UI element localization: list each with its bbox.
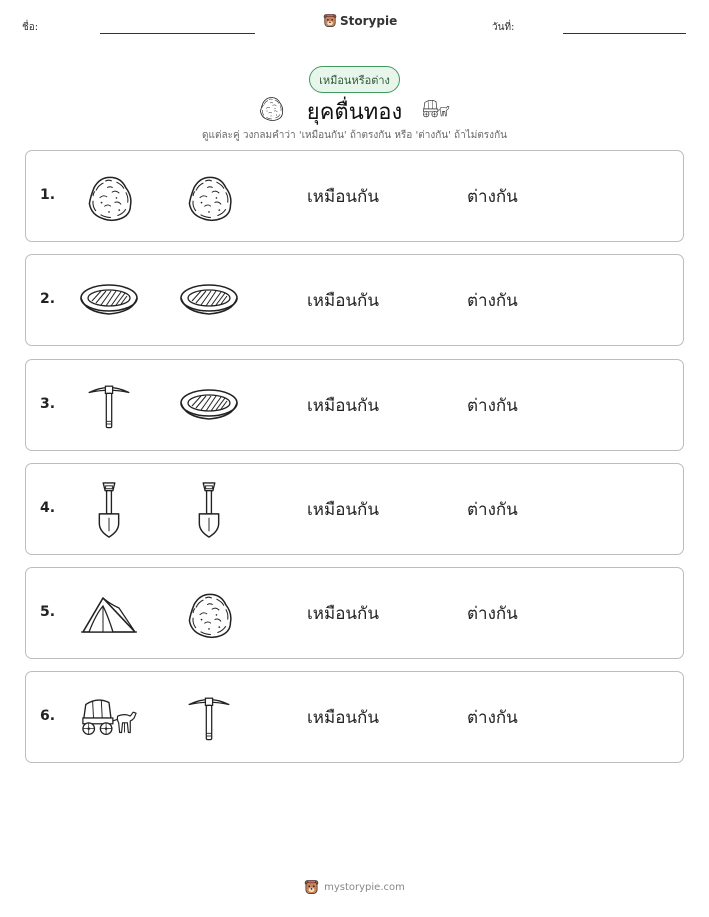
question-card-3	[25, 359, 684, 451]
shovel-icon	[180, 481, 238, 539]
question-number: 3.	[40, 396, 56, 412]
different-option[interactable]: ต่างกัน	[467, 187, 518, 207]
right-picture	[179, 688, 239, 748]
left-picture	[79, 480, 139, 540]
storypie-bear-icon	[323, 13, 337, 28]
activity-badge: เหมือนหรือต่าง	[309, 66, 400, 93]
same-option[interactable]: เหมือนกัน	[307, 291, 379, 311]
name-label: ชื่อ:	[22, 22, 39, 33]
pickaxe-icon	[182, 691, 236, 745]
question-number: 1.	[40, 187, 56, 203]
left-picture	[79, 271, 139, 331]
footer	[0, 879, 709, 895]
different-option[interactable]: ต่างกัน	[467, 708, 518, 728]
same-option[interactable]: เหมือนกัน	[307, 708, 379, 728]
same-option[interactable]: เหมือนกัน	[307, 500, 379, 520]
storypie-bear-icon	[304, 879, 319, 895]
same-option[interactable]: เหมือนกัน	[307, 604, 379, 624]
tent-icon	[79, 584, 139, 644]
storypie-logo	[323, 13, 397, 28]
gold-nugget-icon	[181, 169, 237, 225]
right-picture	[179, 271, 239, 331]
gold-pan-icon	[179, 376, 239, 436]
question-card-5	[25, 567, 684, 659]
covered-wagon-icon	[80, 689, 138, 747]
instructions: ดูแต่ละคู่ วงกลมคำว่า 'เหมือนกัน' ถ้าตรงกัน หรือ 'ต่างกัน' ถ้าไม่ตรงกัน	[202, 130, 507, 141]
question-card-1	[25, 150, 684, 242]
pickaxe-icon	[82, 379, 136, 433]
right-picture	[179, 376, 239, 436]
gold-pan-icon	[79, 271, 139, 331]
right-picture	[179, 480, 239, 540]
left-picture	[79, 376, 139, 436]
question-number: 6.	[40, 708, 56, 724]
shovel-icon	[80, 481, 138, 539]
same-option[interactable]: เหมือนกัน	[307, 396, 379, 416]
left-picture	[79, 167, 139, 227]
gold-nugget-icon	[256, 93, 286, 123]
question-number: 5.	[40, 604, 56, 620]
different-option[interactable]: ต่างกัน	[467, 500, 518, 520]
worksheet-header	[0, 0, 709, 50]
question-card-2	[25, 254, 684, 346]
question-number: 4.	[40, 500, 56, 516]
right-picture	[179, 167, 239, 227]
different-option[interactable]: ต่างกัน	[467, 604, 518, 624]
worksheet-title: ยุคตื่นทอง	[306, 100, 403, 125]
title-row	[0, 92, 709, 126]
name-write-line[interactable]	[100, 33, 255, 34]
left-picture	[79, 688, 139, 748]
question-card-4	[25, 463, 684, 555]
brand-name: Storypie	[340, 13, 398, 28]
footer-url[interactable]: mystorypie.com	[324, 881, 405, 893]
gold-nugget-icon	[181, 586, 237, 642]
left-picture	[79, 584, 139, 644]
question-number: 2.	[40, 291, 56, 307]
date-write-line[interactable]	[563, 33, 686, 34]
gold-nugget-icon	[81, 169, 137, 225]
different-option[interactable]: ต่างกัน	[467, 291, 518, 311]
same-option[interactable]: เหมือนกัน	[307, 187, 379, 207]
question-card-6	[25, 671, 684, 763]
date-label: วันที่:	[492, 22, 515, 33]
gold-pan-icon	[179, 271, 239, 331]
right-picture	[179, 584, 239, 644]
covered-wagon-icon	[420, 95, 452, 123]
different-option[interactable]: ต่างกัน	[467, 396, 518, 416]
